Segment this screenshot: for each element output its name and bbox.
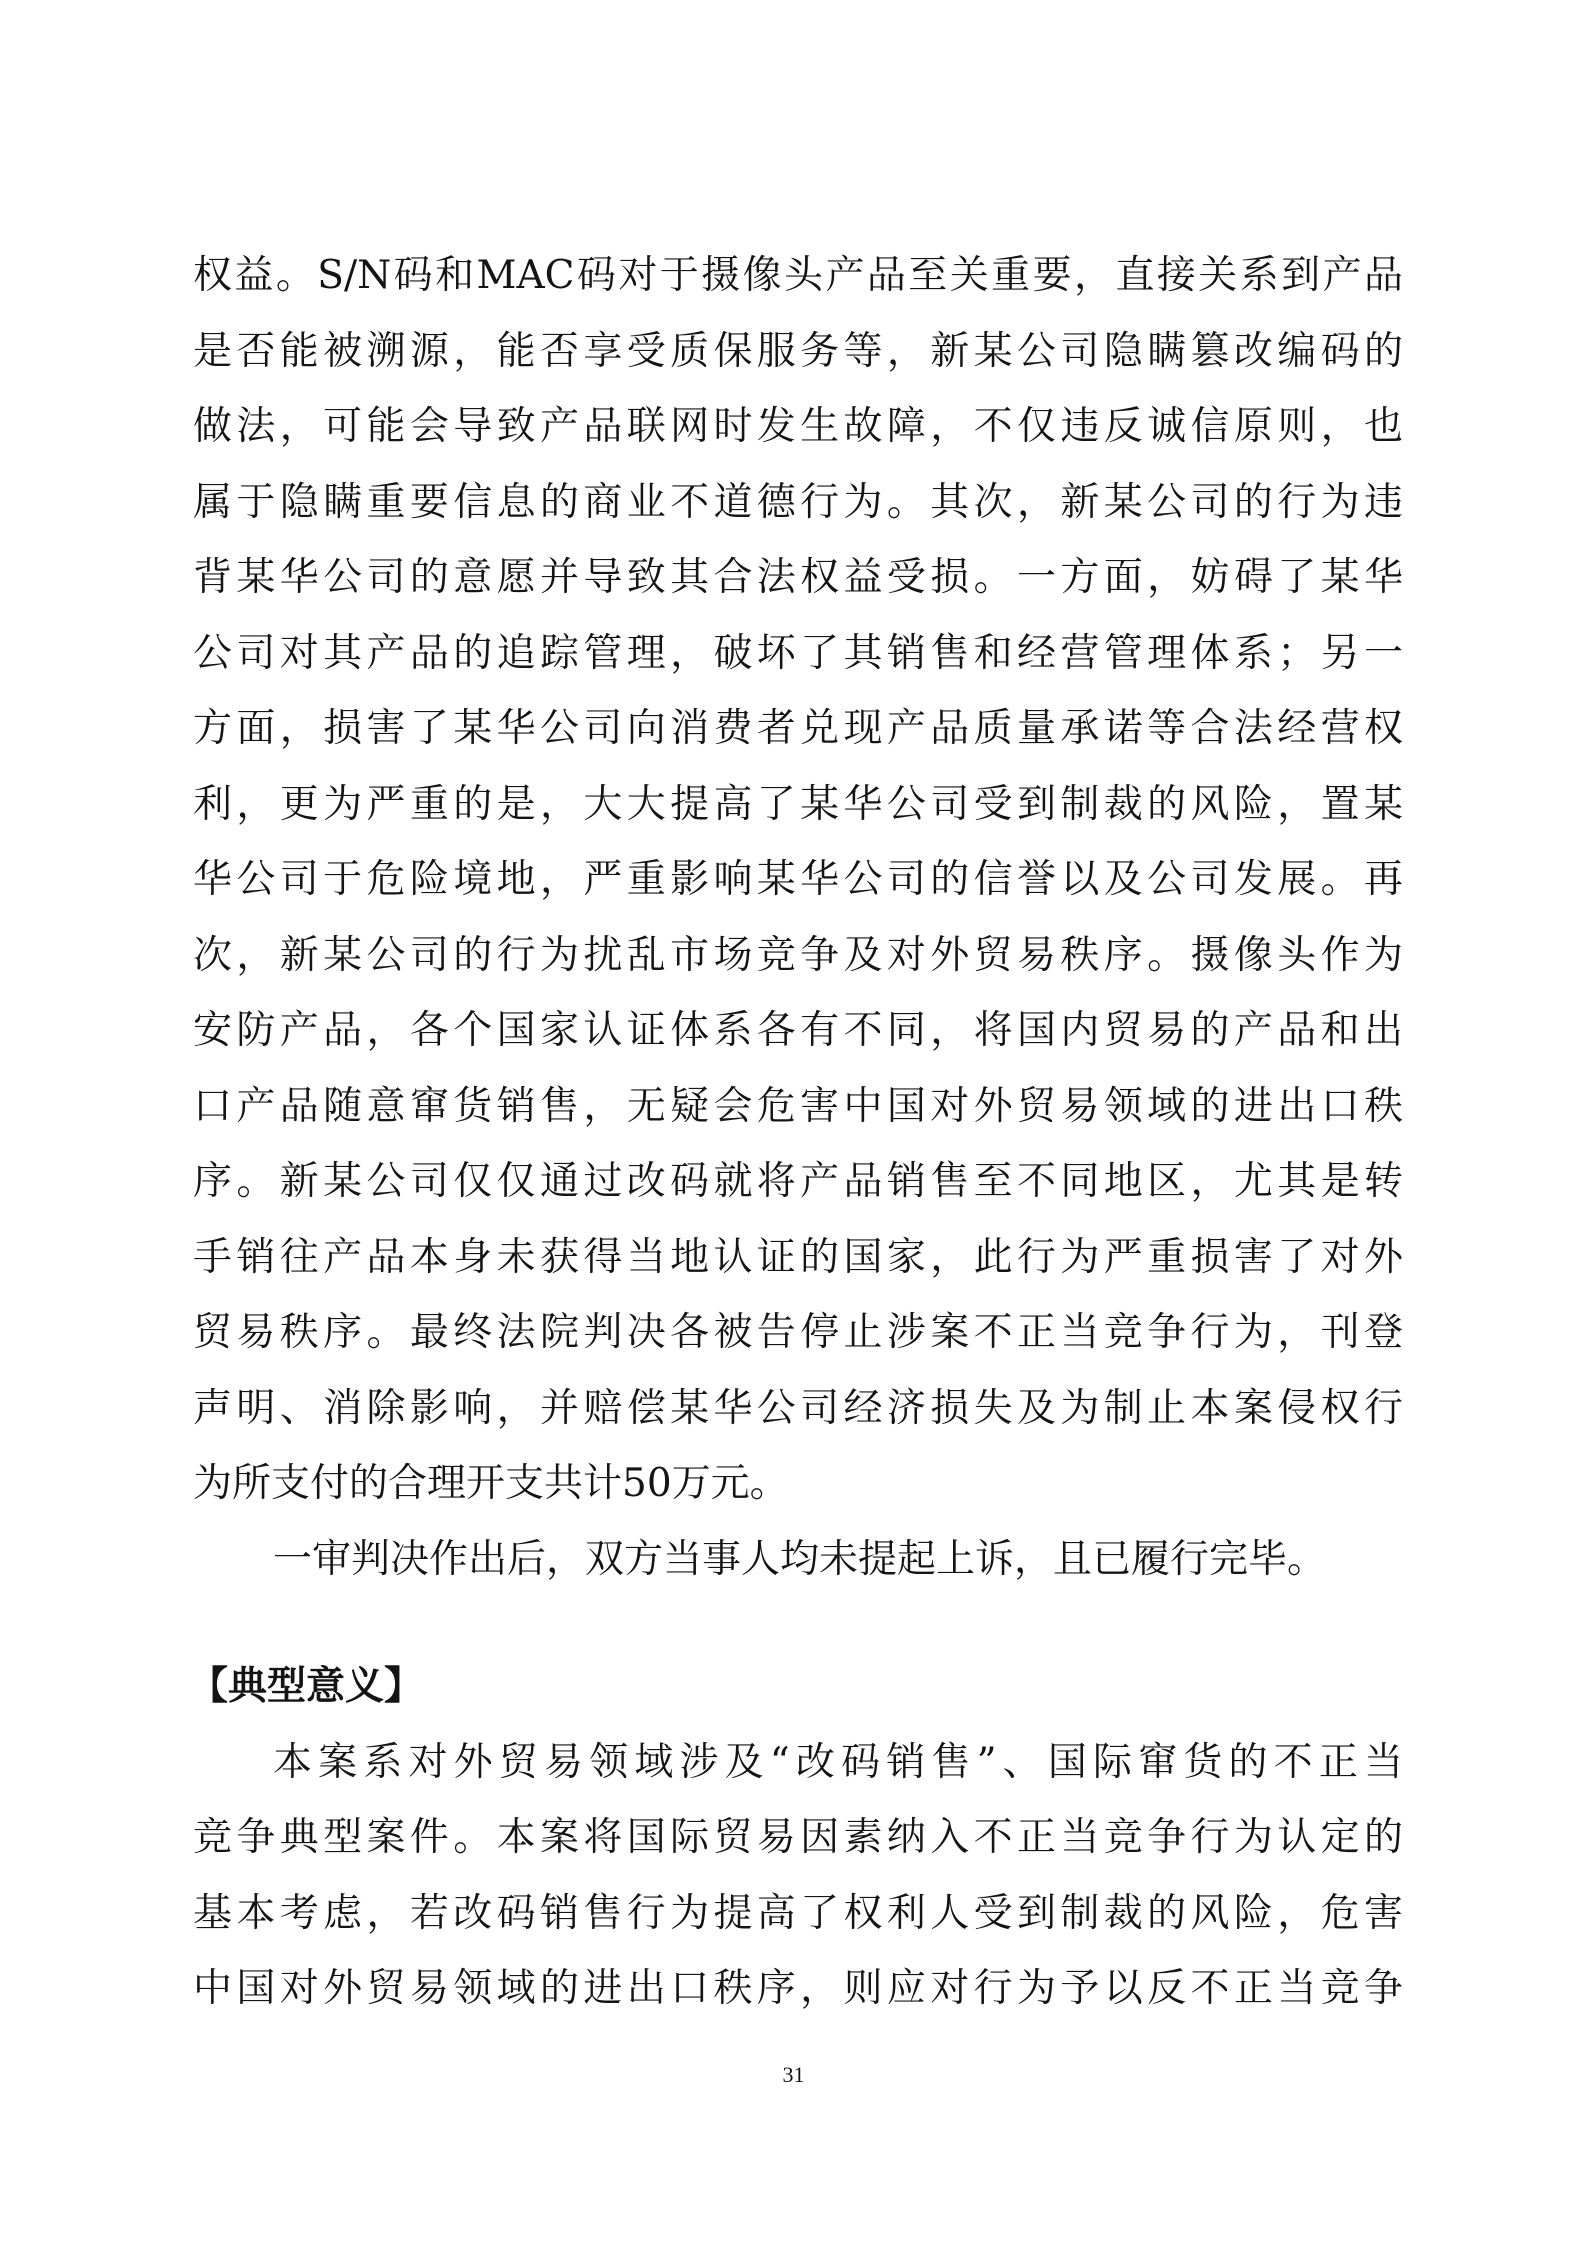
text-line: 声明、消除影响，并赔偿某华公司经济损失及为制止本案侵权行 xyxy=(193,1385,1403,1431)
text-line: 方面，损害了某华公司向消费者兑现产品质量承诺等合法经营权 xyxy=(193,706,1403,751)
text-line: 公司对其产品的追踪管理，破坏了其销售和经营管理体系；另一 xyxy=(193,630,1403,676)
text-line: 华公司于危险境地，严重影响某华公司的信誉以及公司发展。再 xyxy=(193,857,1403,902)
text-line: 本案系对外贸易领域涉及“改码销售”、国际窜货的不正当 xyxy=(273,1739,1403,1785)
text-line: 是否能被溯源，能否享受质保服务等，新某公司隐瞒篡改编码的 xyxy=(193,328,1403,374)
section-heading: 【典型意义】 xyxy=(189,1664,424,1709)
text-line: 为所支付的合理开支共计50万元。 xyxy=(193,1461,789,1506)
text-line: 利，更为严重的是，大大提高了某华公司受到制裁的风险，置某 xyxy=(193,781,1403,827)
text-line: 一审判决作出后，双方当事人均未提起上诉，且已履行完毕。 xyxy=(273,1536,1327,1582)
section-spacer xyxy=(193,1597,1403,1649)
paragraph-judgment-status xyxy=(193,1522,1403,1598)
paragraph-case-analysis xyxy=(193,238,1403,1522)
text-line: 背某华公司的意愿并导致其合法权益受损。一方面，妨碍了某华 xyxy=(193,555,1403,600)
page-number: 31 xyxy=(782,2062,805,2087)
text-line: 竞争典型案件。本案将国际贸易因素纳入不正当竞争行为认定的 xyxy=(193,1815,1403,1860)
text-line: 手销往产品本身未获得当地认证的国家，此行为严重损害了对外 xyxy=(193,1234,1403,1280)
text-line: 属于隐瞒重要信息的商业不道德行为。其次，新某公司的行为违 xyxy=(193,479,1403,525)
text-line: 基本考虑，若改码销售行为提高了权利人受到制裁的风险，危害 xyxy=(193,1890,1403,1936)
text-line: 次，新某公司的行为扰乱市场竞争及对外贸易秩序。摄像头作为 xyxy=(193,932,1403,978)
text-line: 口产品随意窜货销售，无疑会危害中国对外贸易领域的进出口秩 xyxy=(193,1083,1403,1129)
text-line: 权益。S/N码和MAC码对于摄像头产品至关重要，直接关系到产品 xyxy=(193,253,1403,298)
paragraph-significance xyxy=(193,1725,1403,2027)
text-line: 中国对外贸易领域的进出口秩序，则应对行为予以反不正当竞争 xyxy=(193,1966,1403,2011)
text-line: 序。新某公司仅仅通过改码就将产品销售至不同地区，尤其是转 xyxy=(193,1159,1403,1204)
text-line: 贸易秩序。最终法院判决各被告停止涉案不正当竞争行为，刊登 xyxy=(193,1310,1403,1355)
text-line: 安防产品，各个国家认证体系各有不同，将国内贸易的产品和出 xyxy=(193,1008,1403,1053)
page-body xyxy=(189,238,1403,2027)
text-line: 做法，可能会导致产品联网时发生故障，不仅违反诚信原则，也 xyxy=(193,404,1403,449)
